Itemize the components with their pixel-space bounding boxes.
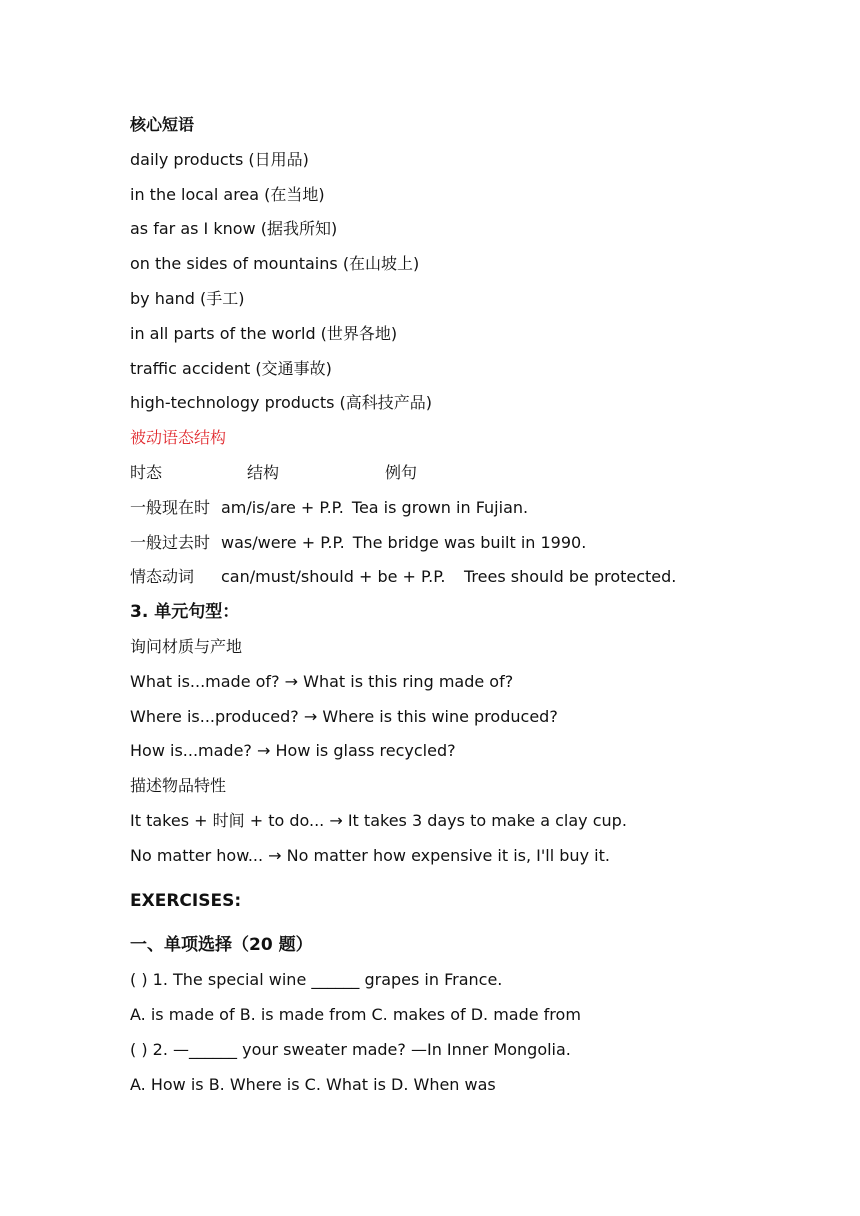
exercise-part-heading: 一、单项选择（20 题） [130, 935, 313, 956]
question-stem: ( ) 1. The special wine ______ grapes in France. [130, 970, 503, 990]
tense-cell: 一般现在时 [130, 497, 211, 517]
phrase-item: on the sides of mountains (在山坡上) [130, 254, 420, 274]
tense-cell: 情态动词 [130, 567, 195, 587]
header-structure: 结构 [247, 462, 280, 482]
passive-row [130, 560, 810, 595]
header-example: 例句 [385, 462, 418, 482]
header-tense: 时态 [130, 462, 163, 482]
phrase-item: in all parts of the world (世界各地) [130, 323, 398, 343]
passive-table-header [130, 456, 810, 491]
phrase-item: in the local area (在当地) [130, 184, 325, 204]
pattern-line: It takes + 时间 + to do... → It takes 3 days to make a clay cup. [130, 810, 627, 830]
question-options: A. How is B. Where is C. What is D. When was [130, 1074, 496, 1094]
passive-row [130, 526, 810, 561]
phrase-item: traffic accident (交通事故) [130, 358, 332, 378]
example-cell: The bridge was built in 1990. [352, 532, 587, 552]
pattern-line: What is...made of? → What is this ring made of? [130, 671, 514, 691]
exercises-heading: EXERCISES: [130, 890, 242, 911]
tense-cell: 一般过去时 [130, 532, 211, 552]
document-page [130, 108, 810, 1102]
phrase-item: as far as I know (据我所知) [130, 219, 338, 239]
passive-row [130, 491, 810, 526]
patterns-heading: 3. 单元句型： [130, 602, 240, 623]
phrase-item: daily products (日用品) [130, 149, 309, 169]
structure-cell: was/were + P.P. [221, 532, 345, 552]
structure-cell: am/is/are + P.P. [221, 497, 344, 517]
pattern-line: No matter how... → No matter how expensive it is, I'll buy it. [130, 845, 610, 865]
phrase-item: by hand (手工) [130, 288, 245, 308]
example-cell: Trees should be protected. [464, 567, 677, 587]
patterns-subheading: 询问材质与产地 [130, 636, 243, 656]
pattern-line: How is...made? → How is glass recycled? [130, 741, 456, 761]
passive-heading: 被动语态结构 [130, 428, 227, 448]
core-phrases-heading: 核心短语 [130, 115, 195, 134]
patterns-subheading: 描述物品特性 [130, 776, 227, 796]
question-stem: ( ) 2. —______ your sweater made? —In Inner Mongolia. [130, 1039, 571, 1059]
phrase-item: high-technology products (高科技产品) [130, 393, 433, 413]
structure-cell: can/must/should + be + P.P. [221, 567, 446, 587]
question-options: A. is made of B. is made from C. makes of D. made from [130, 1004, 581, 1024]
example-cell: Tea is grown in Fujian. [351, 497, 529, 517]
pattern-line: Where is...produced? → Where is this wine produced? [130, 706, 558, 726]
